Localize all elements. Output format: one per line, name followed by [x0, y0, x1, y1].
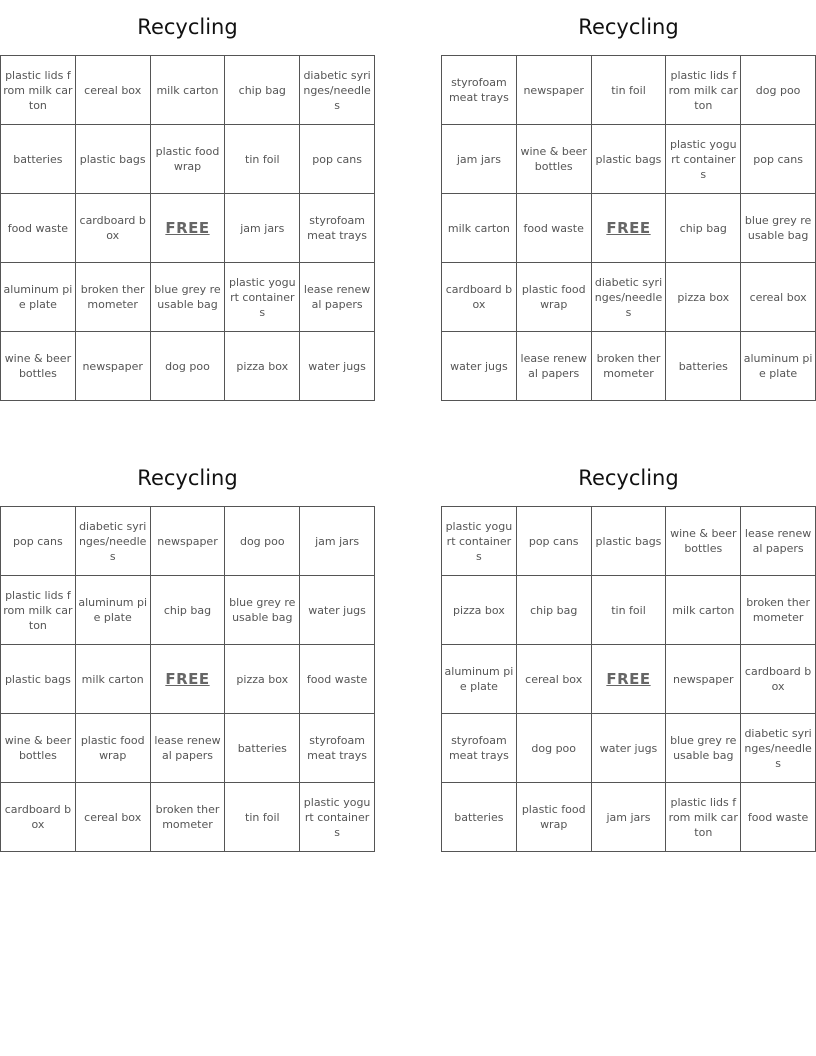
bingo-cell: food waste: [300, 645, 375, 714]
free-space-cell: FREE: [150, 645, 225, 714]
grid-row: [1, 783, 375, 852]
bingo-cell: wine & beer bottles: [1, 714, 76, 783]
free-space-cell: FREE: [150, 194, 225, 263]
bingo-cell: pop cans: [741, 125, 816, 194]
bingo-cell: tin foil: [225, 783, 300, 852]
grid-row: [442, 507, 816, 576]
bingo-cell: cereal box: [75, 783, 150, 852]
bingo-cell: dog poo: [741, 56, 816, 125]
bingo-cell: milk carton: [150, 56, 225, 125]
grid-row: [442, 56, 816, 125]
bingo-cell: plastic bags: [591, 125, 666, 194]
bingo-cell: milk carton: [666, 576, 741, 645]
bingo-cell: cereal box: [741, 263, 816, 332]
bingo-cell: plastic lids from milk carton: [1, 56, 76, 125]
bingo-cell: water jugs: [300, 576, 375, 645]
bingo-cell: jam jars: [225, 194, 300, 263]
bingo-cell: plastic yogurt containers: [300, 783, 375, 852]
bingo-cell: plastic food wrap: [150, 125, 225, 194]
bingo-cell: diabetic syringes/needles: [591, 263, 666, 332]
bingo-cell: diabetic syringes/needles: [300, 56, 375, 125]
bingo-grid: [0, 506, 375, 852]
bingo-cell: water jugs: [442, 332, 517, 401]
bingo-cell: broken thermometer: [150, 783, 225, 852]
bingo-cell: styrofoam meat trays: [300, 194, 375, 263]
bingo-cell: plastic lids from milk carton: [666, 56, 741, 125]
bingo-cell: aluminum pie plate: [75, 576, 150, 645]
card-title: Recycling: [137, 15, 238, 39]
bingo-cell: food waste: [1, 194, 76, 263]
bingo-cell: plastic bags: [591, 507, 666, 576]
bingo-cell: plastic bags: [1, 645, 76, 714]
bingo-grid: [441, 55, 816, 401]
bingo-cell: milk carton: [442, 194, 517, 263]
bingo-cell: milk carton: [75, 645, 150, 714]
bingo-cell: blue grey reusable bag: [741, 194, 816, 263]
bingo-cell: broken thermometer: [591, 332, 666, 401]
bingo-grid: [0, 55, 375, 401]
bingo-cell: chip bag: [150, 576, 225, 645]
grid-row: [1, 332, 375, 401]
bingo-cell: lease renewal papers: [516, 332, 591, 401]
bingo-cell: water jugs: [591, 714, 666, 783]
bingo-cell: food waste: [741, 783, 816, 852]
grid-row: [442, 576, 816, 645]
bingo-cell: pop cans: [516, 507, 591, 576]
bingo-cell: broken thermometer: [75, 263, 150, 332]
bingo-cell: newspaper: [150, 507, 225, 576]
bingo-cell: chip bag: [225, 56, 300, 125]
bingo-cell: plastic yogurt containers: [666, 125, 741, 194]
bingo-cell: cereal box: [75, 56, 150, 125]
bingo-grid: [441, 506, 816, 852]
card-title: Recycling: [578, 15, 679, 39]
bingo-cell: cardboard box: [442, 263, 517, 332]
bingo-cell: cereal box: [516, 645, 591, 714]
bingo-card-1: [0, 0, 375, 401]
bingo-cell: diabetic syringes/needles: [741, 714, 816, 783]
bingo-cell: wine & beer bottles: [666, 507, 741, 576]
grid-row: [1, 56, 375, 125]
free-space-cell: FREE: [591, 194, 666, 263]
bingo-card-2: [441, 0, 816, 401]
bingo-cell: chip bag: [516, 576, 591, 645]
bingo-cell: aluminum pie plate: [442, 645, 517, 714]
grid-row: [442, 645, 816, 714]
bingo-cell: jam jars: [300, 507, 375, 576]
grid-row: [1, 645, 375, 714]
bingo-cell: pizza box: [225, 645, 300, 714]
bingo-cell: blue grey reusable bag: [225, 576, 300, 645]
card-title: Recycling: [578, 466, 679, 490]
grid-row: [1, 576, 375, 645]
bingo-cell: batteries: [225, 714, 300, 783]
bingo-cell: pop cans: [1, 507, 76, 576]
bingo-cell: batteries: [1, 125, 76, 194]
grid-row: [1, 263, 375, 332]
grid-row: [442, 194, 816, 263]
bingo-cell: newspaper: [666, 645, 741, 714]
bingo-cell: wine & beer bottles: [516, 125, 591, 194]
bingo-cell: dog poo: [225, 507, 300, 576]
bingo-cell: cardboard box: [741, 645, 816, 714]
grid-row: [442, 263, 816, 332]
bingo-cell: broken thermometer: [741, 576, 816, 645]
bingo-cell: pizza box: [442, 576, 517, 645]
bingo-cell: food waste: [516, 194, 591, 263]
grid-row: [1, 507, 375, 576]
bingo-cell: pizza box: [666, 263, 741, 332]
bingo-cell: batteries: [442, 783, 517, 852]
bingo-cell: tin foil: [591, 56, 666, 125]
bingo-cell: styrofoam meat trays: [442, 56, 517, 125]
bingo-cell: newspaper: [75, 332, 150, 401]
grid-row: [1, 194, 375, 263]
bingo-cell: plastic lids from milk carton: [1, 576, 76, 645]
bingo-card-3: [0, 451, 375, 852]
bingo-cell: styrofoam meat trays: [442, 714, 517, 783]
bingo-cell: tin foil: [225, 125, 300, 194]
bingo-cell: styrofoam meat trays: [300, 714, 375, 783]
bingo-cell: tin foil: [591, 576, 666, 645]
bingo-cell: plastic food wrap: [516, 783, 591, 852]
bingo-cell: cardboard box: [1, 783, 76, 852]
bingo-cell: plastic yogurt containers: [442, 507, 517, 576]
bingo-cell: batteries: [666, 332, 741, 401]
free-space-cell: FREE: [591, 645, 666, 714]
bingo-cell: dog poo: [150, 332, 225, 401]
bingo-cell: jam jars: [591, 783, 666, 852]
bingo-cell: wine & beer bottles: [1, 332, 76, 401]
bingo-cell: pizza box: [225, 332, 300, 401]
grid-row: [442, 783, 816, 852]
bingo-cell: blue grey reusable bag: [666, 714, 741, 783]
grid-row: [442, 714, 816, 783]
bingo-cell: plastic food wrap: [75, 714, 150, 783]
bingo-cell: dog poo: [516, 714, 591, 783]
bingo-card-4: [441, 451, 816, 852]
bingo-cell: plastic bags: [75, 125, 150, 194]
bingo-cell: newspaper: [516, 56, 591, 125]
bingo-cell: plastic food wrap: [516, 263, 591, 332]
bingo-cell: aluminum pie plate: [1, 263, 76, 332]
bingo-cell: aluminum pie plate: [741, 332, 816, 401]
bingo-cell: blue grey reusable bag: [150, 263, 225, 332]
bingo-cell: lease renewal papers: [300, 263, 375, 332]
bingo-cell: cardboard box: [75, 194, 150, 263]
grid-row: [442, 125, 816, 194]
bingo-cell: jam jars: [442, 125, 517, 194]
bingo-cell: plastic lids from milk carton: [666, 783, 741, 852]
bingo-cell: water jugs: [300, 332, 375, 401]
grid-row: [442, 332, 816, 401]
bingo-cell: lease renewal papers: [150, 714, 225, 783]
bingo-cell: lease renewal papers: [741, 507, 816, 576]
card-title: Recycling: [137, 466, 238, 490]
grid-row: [1, 714, 375, 783]
bingo-cell: diabetic syringes/needles: [75, 507, 150, 576]
bingo-cell: pop cans: [300, 125, 375, 194]
grid-row: [1, 125, 375, 194]
bingo-cell: plastic yogurt containers: [225, 263, 300, 332]
bingo-cell: chip bag: [666, 194, 741, 263]
